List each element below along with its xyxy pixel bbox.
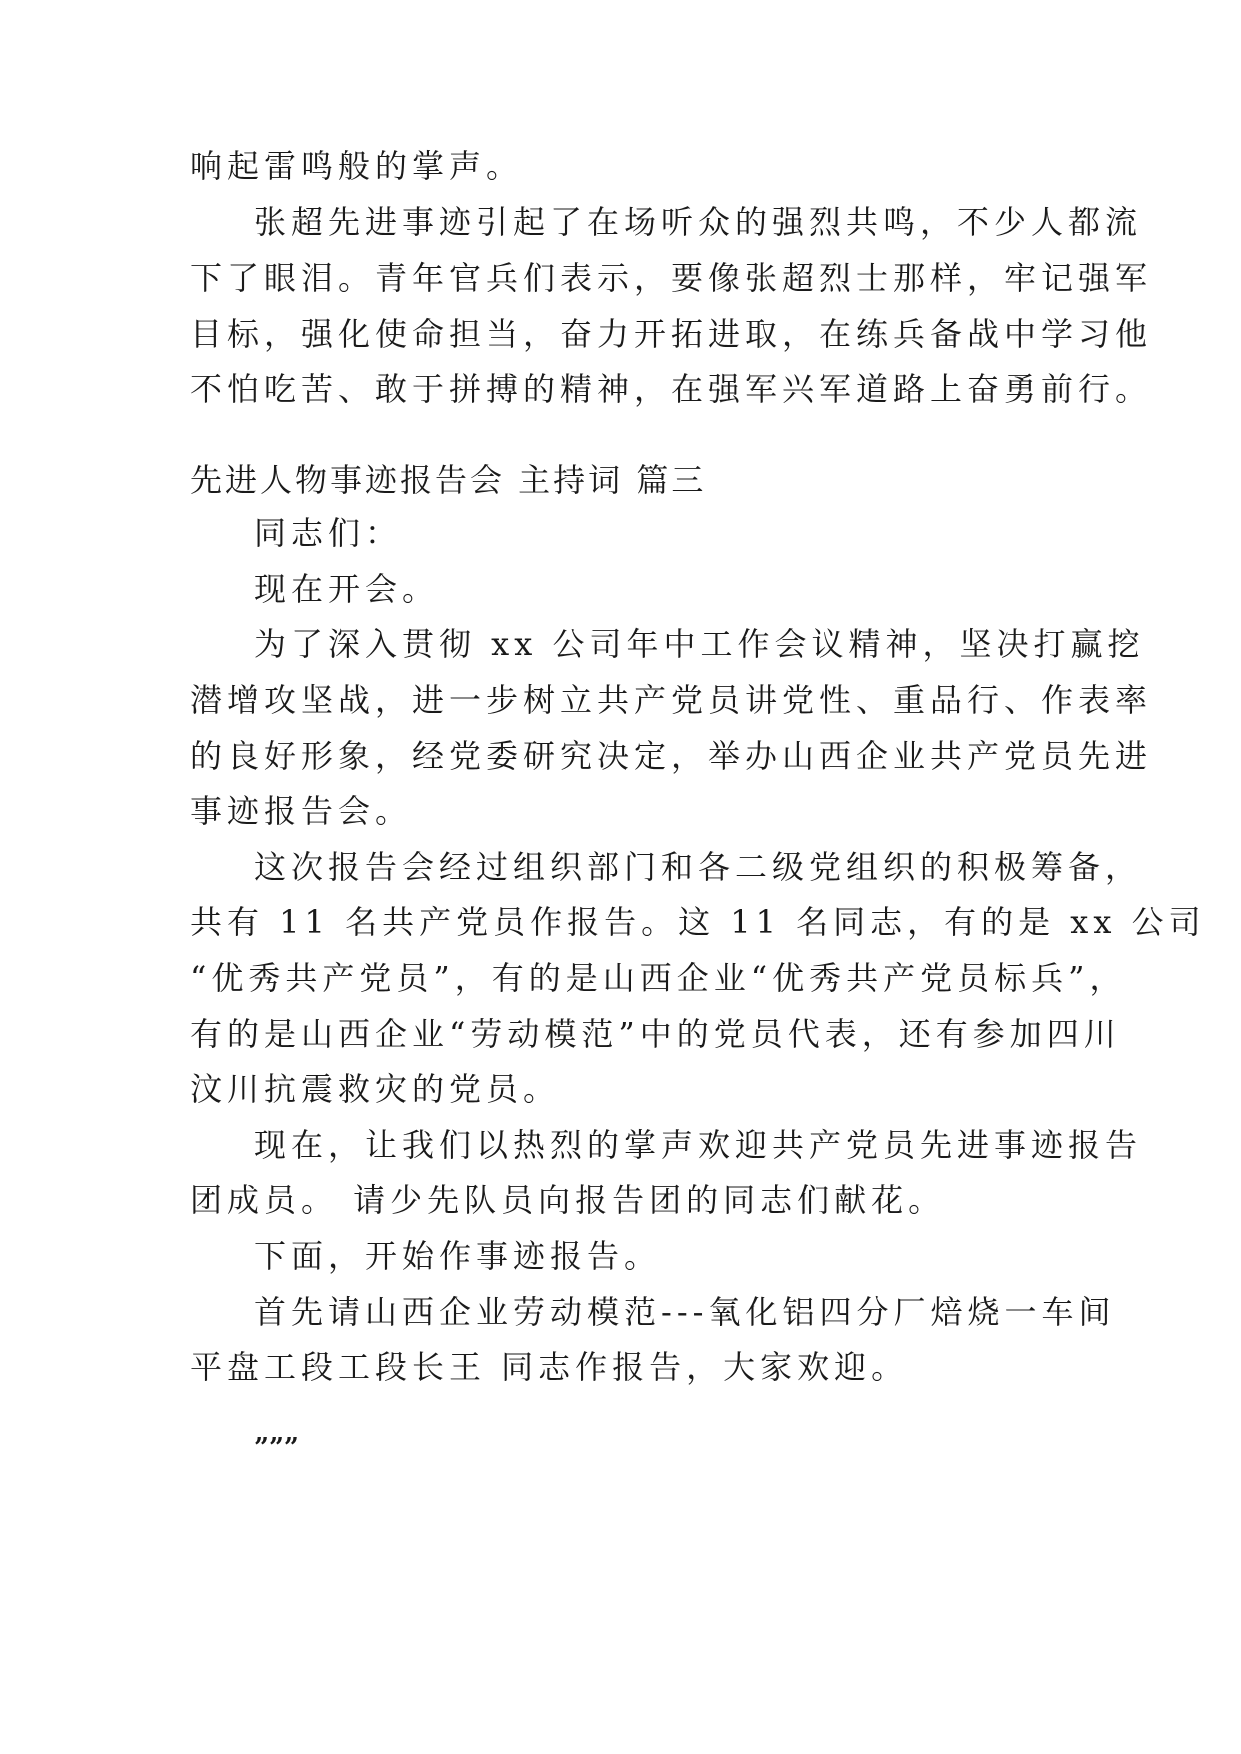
paragraph-line: 下面，开始作事迹报告。 — [254, 1237, 662, 1275]
paragraph-line: 目标，强化使命担当，奋力开拓进取，在练兵备战中学习他 — [190, 315, 1153, 353]
paragraph-line: 事迹报告会。 — [190, 792, 413, 830]
paragraph-line: 共有 11 名共产党员作报告。这 11 名同志，有的是 xx 公司 — [190, 903, 1206, 941]
section-heading: 先进人物事迹报告会 主持词 篇三 — [190, 461, 707, 499]
paragraph-line: 下了眼泪。青年官兵们表示，要像张超烈士那样，牢记强军 — [190, 259, 1153, 297]
paragraph-line: 潜增攻坚战，进一步树立共产党员讲党性、重品行、作表率 — [190, 681, 1153, 719]
paragraph-line: 这次报告会经过组织部门和各二级党组织的积极筹备， — [254, 848, 1143, 886]
paragraph-line: 为了深入贯彻 xx 公司年中工作会议精神，坚决打赢挖 — [254, 625, 1145, 663]
paragraph-line: 张超先进事迹引起了在场听众的强烈共鸣，不少人都流 — [254, 203, 1143, 241]
paragraph-line: 同志们： — [254, 514, 403, 552]
paragraph-line: 平盘工段工段长王 同志作报告，大家欢迎。 — [190, 1348, 909, 1386]
paragraph-line: 的良好形象，经党委研究决定，举办山西企业共产党员先进 — [190, 737, 1153, 775]
paragraph-line: 首先请山西企业劳动模范---氧化铝四分厂焙烧一车间 — [254, 1293, 1116, 1331]
paragraph-line: “优秀共产党员”，有的是山西企业“优秀共产党员标兵”， — [190, 959, 1127, 997]
paragraph-line: 汶川抗震救灾的党员。 — [190, 1070, 561, 1108]
paragraph-line: 有的是山西企业“劳动模范”中的党员代表，还有参加四川 — [190, 1015, 1121, 1053]
paragraph-line: 现在，让我们以热烈的掌声欢迎共产党员先进事迹报告 — [254, 1126, 1143, 1164]
paragraph-line: 响起雷鸣般的掌声。 — [190, 147, 524, 185]
paragraph-line: 现在开会。 — [254, 570, 440, 608]
paragraph-line: 团成员。 请少先队员向报告团的同志们献花。 — [190, 1181, 946, 1219]
paragraph-line: 不怕吃苦、敢于拼搏的精神，在强军兴军道路上奋勇前行。 — [190, 370, 1153, 408]
closing-quotes: ””” — [254, 1433, 299, 1463]
